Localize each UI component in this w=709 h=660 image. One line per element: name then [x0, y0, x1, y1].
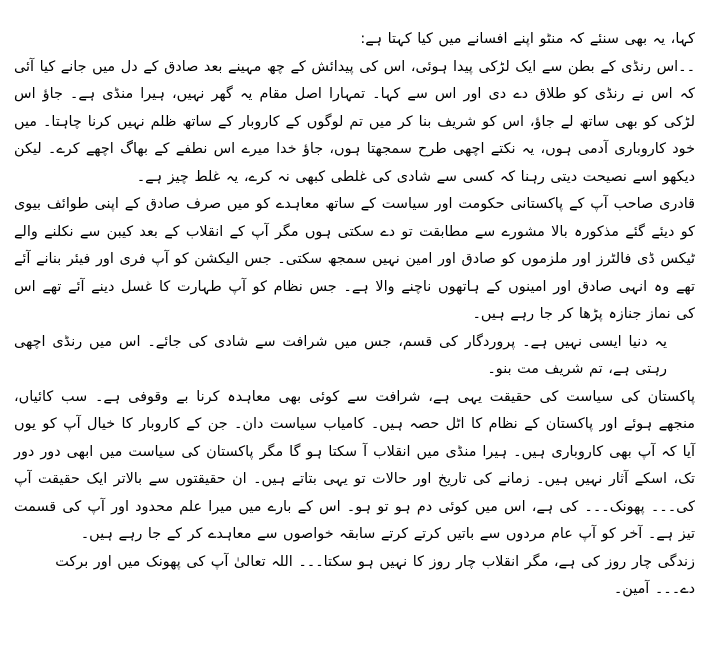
- body-paragraph: پاکستان کی سیاست کی حقیقت یہی ہے، شرافت سے کوئی بھی معاہدہ کرنا بے وقوفی ہے۔ سب کائیاں، منجھے ہوئے اور پاکستان کے نظام کا اٹل حصہ ہیں۔ کامیاب سیاست دان۔ جن کے کاروبار کا خیال آپ کو یوں آیا کہ آپ بھی کاروباری ہیں۔ ہیرا منڈی میں انقلاب آ سکتا ہو گا مگر پاکستان کی سیاست میں ابھی دور دور تک، اسکے آثار نہیں ہیں۔ زمانے کی تاریخ اور حالات تو یہی بتاتے ہیں۔ ان حقیقتوں سے بالاتر ایک حقیقت آپ کی۔۔۔ پھونک۔۔۔ کی ہے، اس میں کوئی دم ہو تو ہو۔ اس کے بارے میں میرا علم محدود اور آپ کی قسمت تیز ہے۔ آخر کو آپ عام مردوں سے باتیں کرتے کرتے سابقہ خواصوں سے معاہدے کر کے جا رہے ہیں۔: [14, 388, 695, 542]
- quoted-line: یہ دنیا ایسی نہیں ہے۔ پروردگار کی قسم، جس میں شرافت سے شادی کی جائے۔ اس میں رنڈی اچھی رہتی ہے، تم شریف مت بنو۔: [14, 333, 667, 377]
- intro-line: کہا، یہ بھی سنئے کہ منٹو اپنے افسانے میں کیا کہتا ہے:: [360, 31, 695, 47]
- body-paragraph: قادری صاحب آپ کے پاکستانی حکومت اور سیاست کے ساتھ معاہدے کو میں صرف صادق کے اپنی طوائف بیوی کو دیئے گئے مذکورہ بالا مشورے سے مطابقت تو دے سکتی ہوں مگر آپ کے انقلاب کے بعد کیبن سے نکلنے والے ٹیکس ڈی فالٹرز اور ملزموں کو صادق اور امین نہیں سمجھ سکتی۔ جس الیکشن کو آپ فری اور فیئر بنانے آئے تھے وہ انہی صادق اور امینوں کے ہاتھوں ناچنے والا ہے۔ جس نظام کو آپ طہارت کا غسل دینے آئے تھے اس کی نماز جنازہ پڑھا کر جا رہے ہیں۔: [14, 196, 695, 322]
- closing-line: زندگی چار روز کی ہے، مگر انقلاب چار روز کا نہیں ہو سکتا۔۔۔ اللہ تعالیٰ آپ کی پھونک میں اور برکت دے۔۔۔ آمین۔: [55, 553, 695, 597]
- quoted-passage: ۔۔اس رنڈی کے بطن سے ایک لڑکی پیدا ہوئی، اس کی پیدائش کے چھ مہینے بعد صادق کے دل میں جانے کیا آئی کہ اس نے رنڈی کو طلاق دے دی اور اس سے کہا۔ تمہارا اصل مقام یہ گھر نہیں، ہیرا منڈی ہے۔ جاؤ اس لڑکی کو بھی ساتھ لے جاؤ، اس کو شریف بنا کر میں تم لوگوں کے کاروبار کے ساتھ ظلم نہیں کرنا چاہتا۔ میں خود کاروباری آدمی ہوں، یہ نکتے اچھی طرح سمجھتا ہوں، جاؤ خدا میرے اس نطفے کے بھاگ اچھے کرے۔ لیکن دیکھو اسے نصیحت دیتی رہنا کہ کسی سے شادی کی غلطی کبھی نہ کرے، یہ غلط چیز ہے۔: [14, 58, 695, 185]
